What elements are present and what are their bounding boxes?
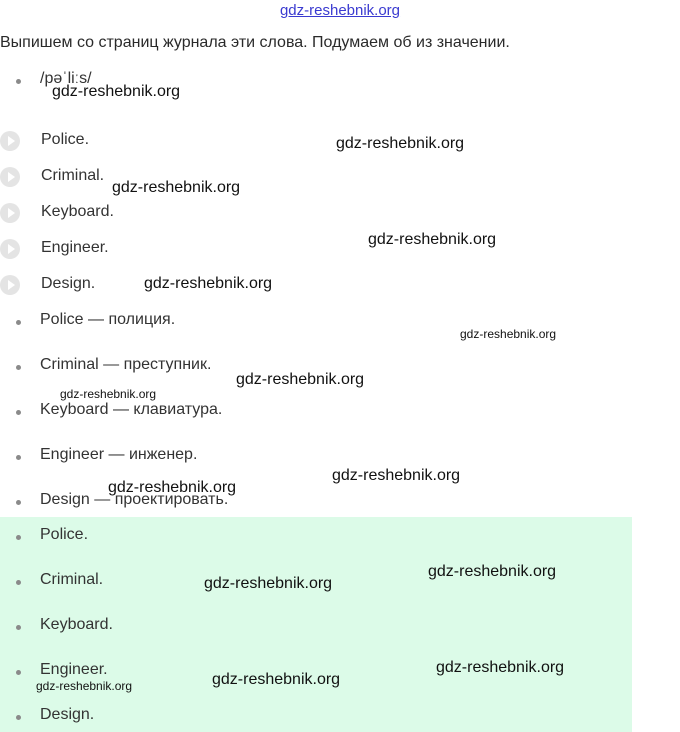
- intro-text: Выпишем со страниц журнала эти слова. Подумаем об из значении.: [0, 34, 510, 51]
- bullet-icon: [16, 365, 21, 370]
- bullet-icon: [16, 580, 21, 585]
- bullet-icon: [16, 715, 21, 720]
- play-icon[interactable]: [0, 167, 20, 187]
- watermark: gdz-reshebnik.org: [212, 671, 341, 688]
- answer-word: Design.: [40, 706, 95, 723]
- bullet-icon: [16, 670, 21, 675]
- answer-word: Engineer.: [40, 661, 108, 678]
- bullet-icon: [16, 500, 21, 505]
- transcription-text: /pəˈliːs/: [40, 70, 92, 87]
- watermark: gdz-reshebnik.org: [368, 231, 497, 248]
- audio-word: Police.: [41, 131, 90, 148]
- watermark: gdz-reshebnik.org: [112, 179, 241, 196]
- watermark: gdz-reshebnik.org: [236, 371, 365, 388]
- bullet-icon: [16, 410, 21, 415]
- translation-text: Engineer — инженер.: [40, 446, 198, 463]
- watermark: gdz-reshebnik.org: [108, 479, 237, 496]
- bullet-icon: [16, 320, 21, 325]
- watermark: gdz-reshebnik.org: [204, 575, 333, 592]
- watermark: gdz-reshebnik.org: [36, 679, 133, 693]
- translation-text: Police — полиция.: [40, 311, 176, 328]
- watermark: gdz-reshebnik.org: [144, 275, 273, 292]
- bullet-icon: [16, 535, 21, 540]
- audio-word: Keyboard.: [41, 203, 114, 220]
- play-icon[interactable]: [0, 131, 20, 151]
- watermark: gdz-reshebnik.org: [460, 327, 557, 341]
- translation-text: Criminal — преступник.: [40, 356, 212, 373]
- translation-text: Design — проектировать.: [40, 491, 229, 508]
- play-icon[interactable]: [0, 239, 20, 259]
- play-icon[interactable]: [0, 275, 20, 295]
- play-icon[interactable]: [0, 203, 20, 223]
- answer-word: Keyboard.: [40, 616, 113, 633]
- audio-word: Criminal.: [41, 167, 105, 184]
- watermark: gdz-reshebnik.org: [52, 83, 181, 100]
- watermark: gdz-reshebnik.org: [336, 135, 465, 152]
- bullet-icon: [16, 455, 21, 460]
- watermark: gdz-reshebnik.org: [436, 659, 565, 676]
- watermark: gdz-reshebnik.org: [428, 563, 557, 580]
- answer-word: Criminal.: [40, 571, 104, 588]
- bullet-icon: [16, 79, 21, 84]
- bullet-icon: [16, 625, 21, 630]
- watermark: gdz-reshebnik.org: [332, 467, 461, 484]
- translation-text: Keyboard — клавиатура.: [40, 401, 223, 418]
- answer-word: Police.: [40, 526, 89, 543]
- watermark: gdz-reshebnik.org: [60, 387, 157, 401]
- audio-word: Design.: [41, 275, 96, 292]
- audio-word: Engineer.: [41, 239, 109, 256]
- header-watermark-link[interactable]: gdz-reshebnik.org: [279, 2, 401, 19]
